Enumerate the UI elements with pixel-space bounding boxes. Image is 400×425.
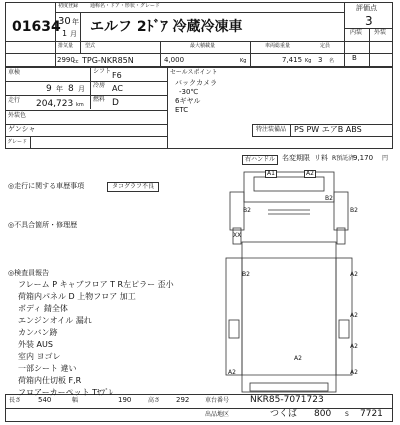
damage-mark: A1 [267, 170, 275, 177]
shift-label: シフト [93, 68, 112, 75]
inspection-year-unit: 年 [56, 85, 63, 93]
displacement-unit: cc [73, 59, 79, 65]
chassis-label: 車台番号 [205, 397, 230, 404]
extra-number: 7721 [360, 409, 383, 419]
chassis-number: NKR85-7071723 [250, 395, 324, 405]
first-registration-label: 初度登録 [58, 3, 79, 9]
tachograph-note: タコグラフ不良 [107, 182, 159, 192]
title-change-label: 名変期限 [282, 154, 310, 162]
selling-point-item: -30℃ [179, 88, 199, 96]
displacement: 2990 [57, 56, 75, 64]
grade-label: グレード [7, 139, 28, 145]
inspector-item: 荷箱内仕切板 F,R [18, 376, 82, 385]
month-unit: 月 [70, 30, 77, 38]
shift: F6 [112, 71, 122, 80]
capacity-label: 定員 [320, 43, 331, 49]
gross-weight-label: 車両総重量 [265, 43, 291, 49]
inspector-item: 室内 ヨゴレ [18, 352, 61, 361]
venue-label: 出品地区 [205, 411, 230, 418]
rear-door [250, 383, 328, 391]
fuel-label: 燃料 [93, 96, 106, 103]
inspector-item: ボディ 錆全体 [18, 304, 68, 313]
inspector-item: 荷箱内パネル D 上物フロア 加工 [18, 292, 136, 301]
damage-mark: B2 [242, 271, 250, 278]
fuel: D [112, 98, 119, 108]
damage-mark: A2 [350, 369, 358, 376]
mileage-unit: km [76, 102, 84, 108]
extra-label: S [345, 411, 349, 418]
inspector-item: エンジンオイル 漏れ [18, 316, 92, 325]
defects-label: ◎不具合箇所・修理歴 [8, 221, 78, 229]
car-info-label: 通称名・ドア・形状・グレード [90, 3, 160, 9]
width: 190 [118, 396, 132, 404]
era-unit: 年 [72, 18, 79, 26]
left-door [230, 192, 244, 230]
car-name: エルフ 2ﾄﾞｱ 冷蔵冷凍車 [90, 19, 243, 35]
cab-body [244, 172, 334, 202]
capacity-unit: 名 [329, 58, 335, 64]
cargo-box [242, 242, 336, 392]
inspection-month-unit: 月 [78, 85, 85, 93]
damage-mark: B2 [325, 195, 333, 202]
exterior-label: 外装 [374, 29, 387, 36]
registration-month: 1 [62, 29, 68, 38]
inspection-label: 車検 [8, 69, 21, 76]
selling-points-label: セールスポイント [170, 69, 218, 76]
height-label: 高さ [148, 397, 161, 404]
damage-mark: A2 [306, 170, 314, 177]
interior-label: 内装 [350, 29, 363, 36]
inspector-item: フレーム P キャブフロア T R左ピラー 歪小 [18, 280, 174, 289]
recycle-amount: 9,170 [353, 154, 374, 162]
inspector-report-label: ◎検査員報告 [8, 269, 50, 277]
damage-mark: B2 [243, 207, 251, 214]
lot-number: 01634 [12, 19, 61, 35]
score: 3 [365, 14, 373, 28]
model-label: 型式 [85, 43, 96, 49]
max-load-label: 最大積載量 [190, 43, 216, 49]
damage-mark: B2 [350, 207, 358, 214]
inspection-year: 9 [46, 84, 52, 94]
windshield [254, 177, 324, 191]
right-door [334, 192, 348, 230]
displacement-label: 排気量 [58, 43, 74, 49]
selling-point-item: ETC [175, 106, 189, 114]
selling-point-item: 6ギヤル [175, 97, 201, 105]
rear-right-wheel [339, 320, 349, 338]
registration-era: 30 [58, 16, 71, 27]
equipment-items: PS PW エアB ABS [294, 125, 362, 134]
inspector-item: 一部シート 違い [18, 364, 77, 373]
gross-weight: 7,415 [282, 56, 303, 64]
model: TPG-NKR85N [82, 56, 134, 65]
height: 292 [176, 396, 190, 404]
max-load: 4,000 [164, 56, 185, 64]
damage-mark: A2 [294, 355, 302, 362]
mileage: 204,723 [36, 99, 74, 109]
inspector-item: フロアーカーペット Tﾔﾌﾞﾚ [18, 388, 114, 397]
color-label: 外装色 [8, 112, 27, 119]
ac: AC [112, 84, 123, 93]
capacity: 3 [318, 56, 323, 64]
mileage-label: 走行 [8, 97, 21, 104]
length: 540 [38, 396, 52, 404]
running-history-label: ◎走行に関する車歴事項 [8, 182, 85, 190]
recycle-label: リ料 [314, 154, 328, 162]
equipment-label: 特注装備品 [256, 126, 287, 133]
width-label: 幅 [72, 397, 79, 404]
inspection-month: 8 [68, 84, 74, 94]
damage-mark: A2 [228, 369, 236, 376]
damage-mark: A2 [350, 312, 358, 319]
selling-point-item: バックカメラ [175, 79, 217, 87]
color: ゲンシャ [8, 125, 36, 133]
score-label: 評価点 [356, 4, 377, 12]
gross-weight-unit: Kg [305, 58, 312, 64]
recycle-prefix: R預託済 [332, 155, 355, 162]
inspector-item: 外装 AUS [18, 340, 53, 349]
inspector-item: カンバン跡 [18, 328, 58, 337]
length-label: 長さ [9, 397, 22, 404]
damage-mark: XX [233, 232, 242, 239]
left-cargo-side [226, 258, 242, 375]
recycle-unit: 円 [382, 155, 389, 162]
damage-mark: A2 [350, 271, 358, 278]
damage-mark: A2 [350, 343, 358, 350]
venue: つくば [270, 409, 298, 419]
exterior-grade: B [352, 54, 357, 62]
ac-label: 冷房 [93, 82, 106, 89]
max-load-unit: Kg [240, 58, 247, 64]
venue-number: 800 [314, 409, 332, 419]
rear-left-wheel [229, 320, 239, 338]
steering-handle: 右ハンドル [242, 155, 278, 165]
